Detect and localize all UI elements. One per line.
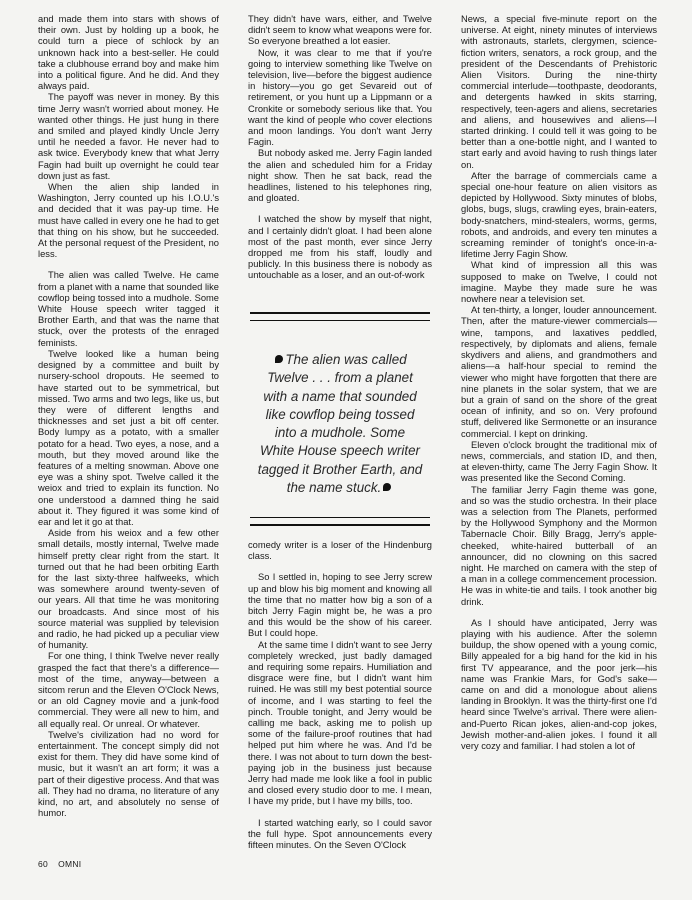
paragraph: So I settled in, hoping to see Jerry screw up and blow his big moment and knowing all the time that no matter how big a son of a bitch Jerry Fagin might be, he was a pro and this would be the show of his career. But I could hope. [248,572,432,639]
paragraph: For one thing, I think Twelve never really grasped the fact that there's a difference—most of the time, anyway—between a sitcom rerun and the Eleven O'Clock News, or an old Cagney movie and a junk-food commercial. They were all new to him, and all equally real. Or unreal. Or whatever. [38,651,219,729]
pull-quote-text [256,351,424,497]
paragraph: Eleven o'clock brought the traditional mix of news, commercials, and station ID, and then, at eleven-thirty, came The Jerry Fagin Show. It was presented like the Second Coming. [461,439,657,484]
pull-quote-body: The alien was called Twelve . . . from a planet with a name that sounded like cowflop being tossed into a mudhole. Some White House speech writer tagged it Brother Earth, and the name stuck. [257,352,423,496]
paragraph: Twelve looked like a human being designed by a committee and built by nursery-school dropouts. He seemed to have started out to be symmetrical, but missed. Two arms and two legs, like us, but they were of different lengths and thicknesses and set just a bit off center. Body lumpy as a potato, with a smaller potato for a head. Two eyes, a nose, and a mouth, but they moved around like the features of a melting snowman. Above one eye was a shiny spot. Twelve called it the weiox and tried to explain its function. No one understood a damned thing he said about it. They figured it was some kind of ear and let it go at that. [38,348,219,527]
paragraph: Now, it was clear to me that if you're going to interview something like Twelve on television, live—before the biggest audience in history—you go get Sevareid out of retirement, or you hunt up a Lippmann or a Cronkite or somebody serious like that. You want the kind of people who cover elections and moon landings. You don't want Jerry Fagin. [248,47,432,148]
paragraph: comedy writer is a loser of the Hindenburg class. [248,540,432,562]
paragraph: When the alien ship landed in Washington, Jerry counted up his I.O.U.'s and decided that it was pay-up time. He must have called in every one he had to get that thing on his show, but he succeeded. At the personal request of the President, no less. [38,182,219,260]
paragraph: At ten-thirty, a longer, louder announcement. Then, after the mature-viewer commercials—wine, tampons, and laxatives peddled, respectively, by diplomats and aliens, female skydivers and aliens, and grandmothers and aliens—a half-hour special to remind the viewer who might have forgotten that there are nine planets in the solar system, that we are but a grain of sand on the shore of the great ocean of infinity, and so on. Very profound stuff, delivered like Sermonette or an insurance commercial. I kept on drinking. [461,305,657,439]
folio [38,859,91,869]
magazine-name: OMNI [58,859,82,869]
column-2-bottom [248,540,432,884]
paragraph: I started watching early, so I could savor the full hype. Spot announcements every fifteen minutes. On the Seven O'Clock [248,817,432,851]
paragraph: They didn't have wars, either, and Twelve didn't seem to know what weapons were for. So everyone breathed a lot easier. [248,14,432,47]
pull-quote [250,312,430,526]
paragraph: The alien was called Twelve. He came from a planet with a name that sounded like cowflop being tossed into a mudhole. Some White House speech writer tagged it Brother Earth, and that was the name that stuck, over the protests of the enraged feminists. [38,270,219,348]
paragraph: The payoff was never in money. By this time Jerry wasn't worried about money. He wanted other things. He just hung in there and smiled and played kindly Uncle Jerry until he needed a favor. He never had to ask twice. Everybody knew that what Jerry Fagin had built up overnight he could tear down just as fast. [38,92,219,181]
paragraph: After the barrage of commercials came a special one-hour feature on alien visitors as depicted by Hollywood. Sixty minutes of blobs, globs, bugs, slugs, crawling eyes, brain-eaters, body-snatchers, mind-stealers, worms, germs, robots, and androids, and every ten minutes a screaming reminder of tonight's once-in-a-lifetime Jerry Fagin Show. [461,170,657,260]
paragraph: News, a special five-minute report on the universe. At eight, ninety minutes of interviews with astronauts, starlets, clergymen, science-fiction writers, senators, a rock group, and the president of the Descendants of Prehistoric Alien Visitors. During the nine-thirty commercial interlude—toothpaste, deodorants, and detergents hawked in skits starring, respectively, teen-agers and aliens, secretaries and aliens, and housewives and aliens—I started drinking. I could tell it was going to be better than a one-bottle night, and I wanted to start early and avoid having to rush things later on. [461,14,657,170]
paragraph: But nobody asked me. Jerry Fagin landed the alien and scheduled him for a Friday night show. Then he sat back, read the headlines, listened to his telephones ring, and gloated. [248,148,432,204]
paragraph: Aside from his weiox and a few other small details, mostly internal, Twelve made himself pretty clear right from the start. It turned out that he had been orbiting Earth for the last sixty-three halfweeks, which was somewhere around twenty-seven of our years. All that time he was monitoring our broadcasts. And since most of his source material was supplied by television and radio, he had picked up a peculiar view of humanity. [38,528,219,651]
quote-close-icon [383,483,391,491]
column-3 [461,14,657,884]
paragraph: I watched the show by myself that night, and I certainly didn't gloat. I had been alone most of the past month, ever since Jerry dropped me from his staff, loudly and publicly. In this business there is nobody as untouchable as a loser, and an out-of-work [248,214,432,281]
quote-open-icon [275,355,283,363]
paragraph: What kind of impression all this was supposed to make on Twelve, I could not imagine. Maybe they made sure he was nowhere near a television set. [461,260,657,305]
page-number: 60 [38,859,49,869]
paragraph: The familiar Jerry Fagin theme was gone, and so was the studio orchestra. In their place was a selection from The Planets, performed by the Hollywood Symphony and the Mormon Tabernacle Choir. Billy Bragg, Jerry's apple-cheeked, white-haired butterball of an announcer, did no clowning on this sacred night. He marched on camera with the step of a man in a college commencement procession. He was in white-tie and tails. I took another big drink. [461,484,657,607]
paragraph: and made them into stars with shows of their own. Just by holding up a book, he could turn a piece of schlock by an unknown hack into a best-seller. He could take a clubhouse errand boy and make him into a political figure. And he did. And they always paid. [38,14,219,92]
column-2-top [248,14,432,306]
paragraph: As I should have anticipated, Jerry was playing with his audience. After the solemn buildup, the show opened with a young comic, Billy appealed for a big hand for the kid in his first TV appearance, and the poor jerk—his name was Frankie Mars, for God's sake—came on and did a monologue about aliens landing in Brooklyn. It was the thirty-first one I'd heard since Twelve's arrival. There were alien-and-Puerto Rican jokes, alien-and-cop jokes, Jewish mother-and-alien jokes. I found it all very cozy and familiar. I had stolen a lot of [461,617,657,751]
paragraph: At the same time I didn't want to see Jerry completely wrecked, just badly damaged and requiring some repairs. Humiliation and disgrace were fine, but I didn't want him ruined. He was still my best potential source of income, and I was starting to feel the pinch. Trouble tonight, and Jerry would be calling me back, asking me to polish up some of the failure-proof routines that had helped put him where he was. And I'd be there. I was not about to turn down the best-paying job in the business just because Jerry had made me look like a fool in public and closed every studio door to me. I mean, I have my pride, but I have my bills, too. [248,639,432,807]
pull-quote-rule [250,320,430,518]
column-1 [38,14,219,854]
paragraph: Twelve's civilization had no word for entertainment. The concept simply did not exist for them. They did have some kind of music, but it wasn't an art form; it was a part of their digestive process. And that was all. They had no drama, no literature of any kind, no art, and absolutely no sense of humor. [38,729,219,819]
